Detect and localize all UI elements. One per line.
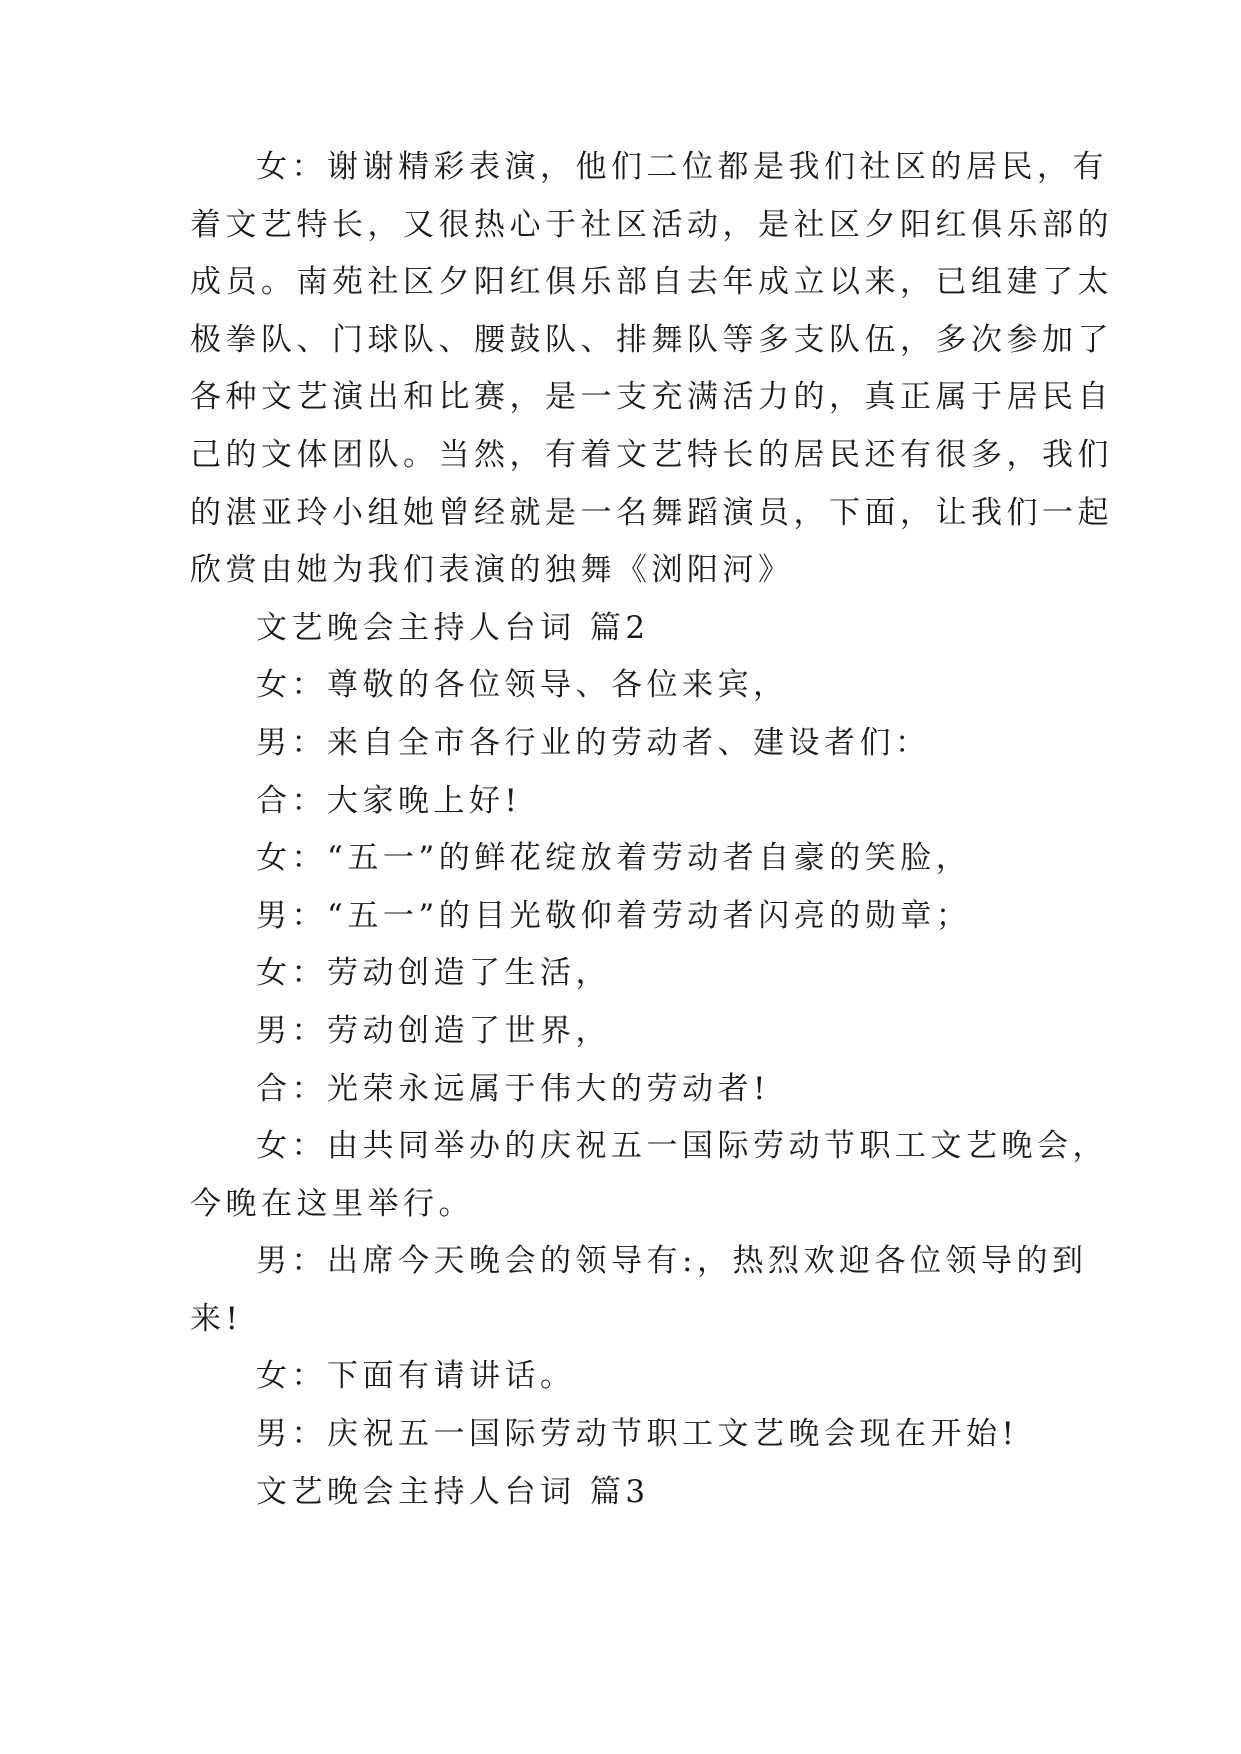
dialogue-line: 女：劳动创造了生活， bbox=[256, 955, 611, 992]
dialogue-line: 女：下面有请讲话。 bbox=[256, 1358, 576, 1395]
dialogue-line: 女：“五一”的鲜花绽放着劳动者自豪的笑脸， bbox=[256, 840, 972, 877]
dialogue-line-continuation: 今晚在这里举行。 bbox=[190, 1185, 474, 1222]
document-body bbox=[190, 139, 1113, 1521]
dialogue-line: 女：由共同举办的庆祝五一国际劳动节职工文艺晚会， bbox=[256, 1128, 1108, 1165]
dialogue-line: 男：庆祝五一国际劳动节职工文艺晚会现在开始! bbox=[256, 1416, 1019, 1453]
paragraph-line: 欣赏由她为我们表演的独舞《浏阳河》 bbox=[190, 552, 794, 589]
dialogue-line: 男：出席今天晚会的领导有:，热烈欢迎各位领导的到 bbox=[256, 1243, 1088, 1280]
section-heading: 文艺晚会主持人台词 篇2 bbox=[256, 609, 650, 646]
paragraph-line: 各种文艺演出和比赛，是一支充满活力的，真正属于居民自 bbox=[190, 379, 1113, 416]
dialogue-line: 男：来自全市各行业的劳动者、建设者们： bbox=[256, 724, 931, 761]
paragraph-line: 成员。南苑社区夕阳红俱乐部自去年成立以来，已组建了太 bbox=[190, 264, 1113, 301]
paragraph-line: 着文艺特长，又很热心于社区活动，是社区夕阳红俱乐部的 bbox=[190, 206, 1113, 243]
dialogue-line: 男：劳动创造了世界， bbox=[256, 1012, 611, 1049]
dialogue-line: 合：大家晚上好! bbox=[256, 782, 522, 819]
paragraph-line: 极拳队、门球队、腰鼓队、排舞队等多支队伍，多次参加了 bbox=[190, 321, 1113, 358]
dialogue-line: 男：“五一”的目光敬仰着劳动者闪亮的勋章； bbox=[256, 897, 972, 934]
paragraph-line: 的湛亚玲小组她曾经就是一名舞蹈演员，下面，让我们一起 bbox=[190, 494, 1113, 531]
section-heading: 文艺晚会主持人台词 篇3 bbox=[256, 1473, 650, 1510]
dialogue-line: 合：光荣永远属于伟大的劳动者! bbox=[256, 1070, 770, 1107]
dialogue-line-continuation: 来! bbox=[190, 1300, 243, 1337]
paragraph-line: 己的文体团队。当然，有着文艺特长的居民还有很多，我们 bbox=[190, 436, 1113, 473]
dialogue-line: 女：尊敬的各位领导、各位来宾， bbox=[256, 667, 789, 704]
paragraph-line: 女：谢谢精彩表演，他们二位都是我们社区的居民，有 bbox=[256, 149, 1108, 185]
